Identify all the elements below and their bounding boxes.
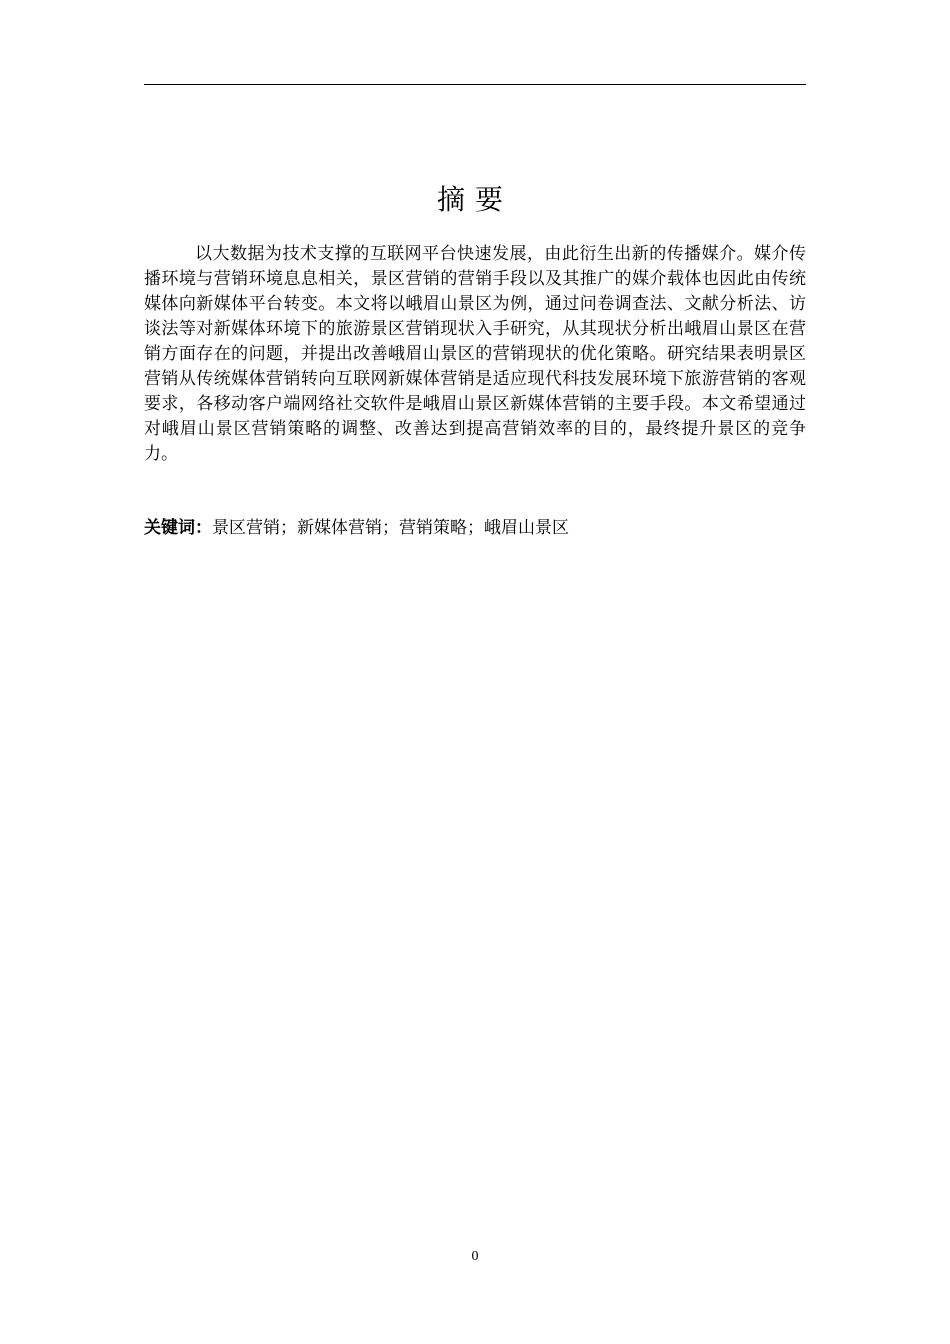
- page-number: 0: [471, 1249, 479, 1264]
- keywords-text: 景区营销；新媒体营销；营销策略；峨眉山景区: [212, 518, 569, 538]
- keywords-label: 关键词：: [144, 518, 212, 538]
- keywords-line: [144, 515, 806, 541]
- page-title: 摘要: [436, 183, 513, 216]
- header-rule: [144, 84, 806, 85]
- abstract-paragraph: 以大数据为技术支撑的互联网平台快速发展，由此衍生出新的传播媒介。媒介传播环境与营销环境息息相关，景区营销的营销手段以及其推广的媒介载体也因此由传统媒体向新媒体平台转变。本文将以峨眉山景区为例，通过问卷调查法、文献分析法、访谈法等对新媒体环境下的旅游景区营销现状入手研究，从其现状分析出峨眉山景区在营销方面存在的问题，并提出改善峨眉山景区的营销现状的优化策略。研究结果表明景区营销从传统媒体营销转向互联网新媒体营销是适应现代科技发展环境下旅游营销的客观要求，各移动客户端网络社交软件是峨眉山景区新媒体营销的主要手段。本文希望通过对峨眉山景区营销策略的调整、改善达到提高营销效率的目的，最终提升景区的竞争力。: [144, 244, 806, 464]
